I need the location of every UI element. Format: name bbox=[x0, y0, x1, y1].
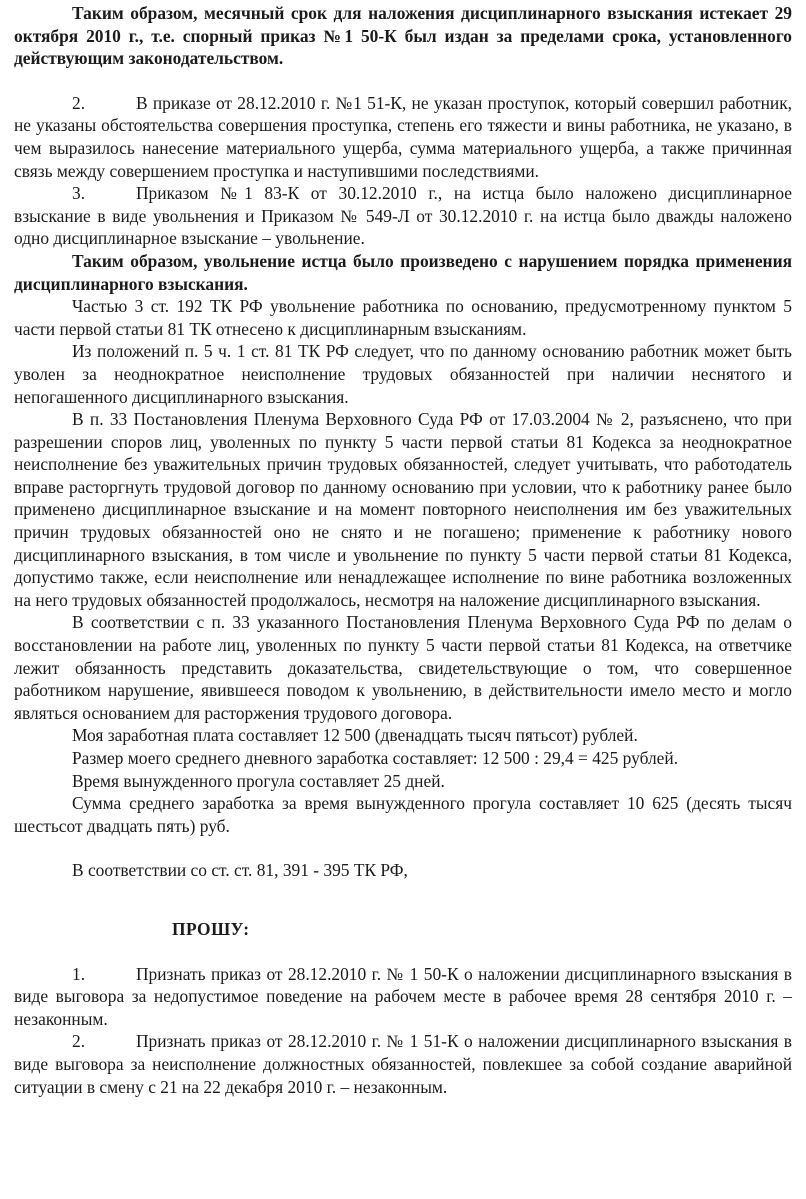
paragraph-absence-days: Время вынужденного прогула составляет 25 дней. bbox=[72, 770, 445, 791]
paragraph-plenum-clarification: В п. 33 Постановления Пленума Верховного Суда РФ от 17.03.2004 № 2, разъяснено, что при разрешении споров лиц, уволенных по пункту 5 части первой статьи 81 Кодекса за неоднократное неисполнение без уважительных причин трудовых обязанностей, следует учитывать, что работодатель вправе расторгнуть трудовой договор по данному основанию при условии, что к работнику ранее было применено дисциплинарное взыскание и на момент повторного неисполнения им без уважительных причин трудовых обязанностей оно не снято и не погашено; применение к работнику нового дисциплинарного взыскания, в том числе и увольнение по пункту 5 части первой статьи 81 Кодекса, допустимо также, если неисполнение или ненадлежащее исполнение по вине работника возложенных на него трудовых обязанностей продолжалось, несмотря на наложение дисциплинарного взыскания. bbox=[14, 409, 792, 610]
paragraph-item-3 bbox=[14, 182, 792, 250]
paragraph-burden-of-proof: В соответствии с п. 33 указанного Постановления Пленума Верховного Суда РФ по делам о восстановлении на работе лиц, уволенных по пункту 5 части первой статьи 81 Кодекса, на ответчике лежит обязанность представить доказательства, свидетельствующие о том, что совершенное работником нарушение, явившееся поводом к увольнению, в действительности имело место и могло являться основанием для расторжения трудового договора. bbox=[14, 612, 792, 723]
request-item-2 bbox=[14, 1030, 792, 1098]
item-number: 3. bbox=[72, 183, 86, 204]
item-text: Признать приказ от 28.12.2010 г. № 1 51-К о наложении дисциплинарного взыскания в виде выговора за неисполнение должностных обязанностей, повлекшее за собой создание аварийной ситуации в смену с 21 на 22 декабря 2010 г. – незаконным. bbox=[14, 1031, 792, 1097]
paragraph-absence-sum: Сумма среднего заработка за время вынужденного прогула составляет 10 625 (десять тысяч шестьсот двадцать пять) руб. bbox=[14, 793, 792, 836]
spacer bbox=[14, 904, 792, 918]
request-heading: ПРОШУ: bbox=[172, 918, 250, 939]
paragraph-daily-earnings: Размер моего среднего дневного заработка составляет: 12 500 : 29,4 = 425 рублей. bbox=[72, 748, 679, 768]
item-text: Признать приказ от 28.12.2010 г. № 1 50-К о наложении дисциплинарного взыскания в виде выговора за недопустимое поведение на рабочем месте в рабочее время 28 сентября 2010 г. – незаконным. bbox=[14, 963, 792, 1029]
spacer bbox=[14, 837, 792, 859]
spacer bbox=[14, 941, 792, 963]
item-number: 2. bbox=[72, 92, 86, 113]
paragraph-article-81: Из положений п. 5 ч. 1 ст. 81 ТК РФ следует, что по данному основанию работник может быть уволен за неоднократное неисполнение трудовых обязанностей при наличии неснятого и непогашенного дисциплинарного взыскания. bbox=[14, 341, 792, 407]
spacer bbox=[14, 882, 792, 904]
paragraph-conclusion-violation: Таким образом, увольнение истца было произведено с нарушением порядка применения дисциплинарного взыскания. bbox=[14, 250, 792, 294]
request-item-1 bbox=[14, 963, 792, 1031]
paragraph-item-2 bbox=[14, 92, 792, 182]
spacer bbox=[14, 70, 792, 92]
item-number: 1. bbox=[72, 963, 86, 984]
item-text: Приказом №1 83-К от 30.12.2010 г., на истца было наложено дисциплинарное взыскание в виде увольнения и Приказом № 549-Л от 30.12.2010 г. на истца было дважды наложено одно дисциплинарное взыскание – увольнение. bbox=[14, 183, 792, 249]
item-text: В приказе от 28.12.2010 г. №1 51-К, не указан проступок, который совершил работник, не указаны обстоятельства совершения проступка, степень его тяжести и вины работника, не указано, в чем выразилось нанесение материального ущерба, сумма материального ущерба, а также причинная связь между совершением проступка и наступившими последствиями. bbox=[14, 92, 792, 181]
paragraph-article-192: Частью 3 ст. 192 ТК РФ увольнение работника по основанию, предусмотренному пунктом 5 части первой статьи 81 ТК отнесено к дисциплинарным взысканиям. bbox=[14, 296, 792, 339]
item-number: 2. bbox=[72, 1031, 86, 1052]
paragraph-conclusion-deadline: Таким образом, месячный срок для наложения дисциплинарного взыскания истекает 29 октября 2010 г., т.е. спорный приказ №1 50-К был издан за пределами срока, установленного действующим законодательством. bbox=[14, 3, 792, 69]
paragraph-legal-basis: В соответствии со ст. ст. 81, 391 - 395 ТК РФ, bbox=[72, 860, 408, 881]
paragraph-salary: Моя заработная плата составляет 12 500 (двенадцать тысяч пятьсот) рублей. bbox=[72, 725, 638, 746]
